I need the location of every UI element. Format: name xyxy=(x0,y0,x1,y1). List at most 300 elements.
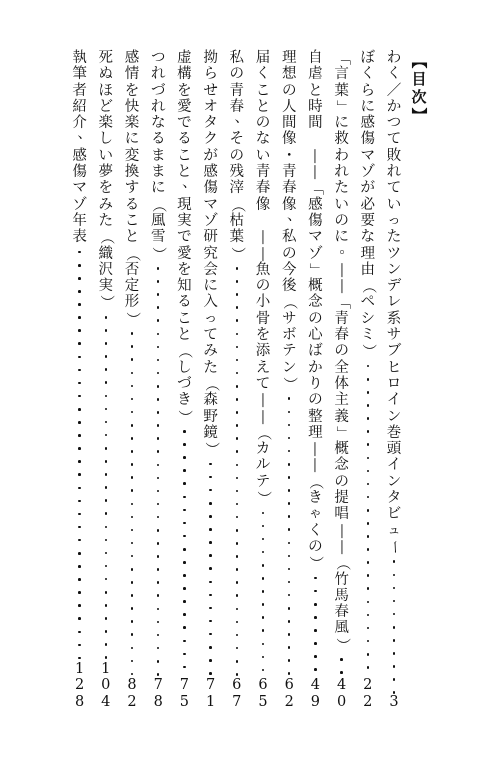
toc-char: 情 xyxy=(124,66,140,83)
leader-dot xyxy=(78,631,81,634)
leader-dot xyxy=(236,516,239,519)
toc-char: 像 xyxy=(281,131,297,148)
toc-char: み xyxy=(203,343,218,360)
leader-dot xyxy=(367,548,370,551)
leader-dot xyxy=(78,434,81,437)
leader-dot xyxy=(157,621,160,624)
leader-dot xyxy=(157,437,160,440)
toc-char: の xyxy=(229,66,245,83)
toc-char: ロ xyxy=(386,375,402,392)
toc-char: 夢 xyxy=(98,164,114,181)
leader-dot xyxy=(288,397,291,400)
toc-char: 死 xyxy=(98,50,114,66)
leader-dot xyxy=(183,535,186,538)
toc-char: づ xyxy=(150,82,166,99)
leader-dot xyxy=(78,395,81,398)
toc-char: わ xyxy=(334,147,349,164)
toc-char: 7 xyxy=(205,677,216,694)
leader-dot xyxy=(157,411,160,414)
toc-char: ま xyxy=(150,164,166,181)
toc-char: （ xyxy=(228,197,245,213)
leader-dot xyxy=(209,594,212,597)
leader-dot xyxy=(78,303,81,306)
leader-dot xyxy=(288,672,291,675)
toc-char: 像 xyxy=(255,196,271,213)
leader-dot xyxy=(183,561,186,564)
toc-entry[interactable] xyxy=(304,50,326,710)
toc-char: マ xyxy=(72,180,87,197)
toc-char: デ xyxy=(386,278,402,295)
toc-char: と xyxy=(255,98,271,115)
toc-char: 8 xyxy=(153,693,163,710)
leader-dot xyxy=(314,603,317,606)
toc-char: 私 xyxy=(281,229,297,246)
toc-char: 虐 xyxy=(308,66,323,83)
leader-dot xyxy=(157,529,160,532)
leader-dot xyxy=(236,372,239,375)
leader-dot xyxy=(157,424,160,427)
leader-dot xyxy=(209,581,212,584)
toc-char: 唱 xyxy=(334,506,349,523)
toc-char: こ xyxy=(255,82,271,99)
toc-char: 形 xyxy=(124,294,140,311)
toc-entry-page-number xyxy=(200,677,222,710)
toc-char: （ xyxy=(202,376,219,392)
leader-dot xyxy=(157,647,160,650)
toc-char: の xyxy=(308,310,323,327)
toc-char: い xyxy=(386,196,402,213)
toc-char: （ xyxy=(359,279,376,294)
leader-dot xyxy=(393,587,396,590)
leader-dot xyxy=(157,359,160,362)
leader-dot xyxy=(78,460,81,463)
toc-entry[interactable] xyxy=(252,50,274,710)
toc-char: っ xyxy=(204,310,218,326)
toc-entry[interactable] xyxy=(69,50,91,710)
toc-char: 年 xyxy=(72,212,87,229)
leader-dot xyxy=(78,382,81,385)
leader-dot xyxy=(209,528,212,531)
toc-char: ／ xyxy=(386,82,402,99)
toc-char: 0 xyxy=(336,693,347,710)
leader-dot xyxy=(288,555,291,558)
toc-char: ュ xyxy=(387,522,401,538)
leader-dot xyxy=(78,591,81,594)
leader-dot xyxy=(157,608,160,611)
toc-char: タ xyxy=(203,115,218,132)
leader-dot xyxy=(131,503,134,506)
toc-char: た xyxy=(203,359,218,376)
leader-dot xyxy=(367,457,370,460)
toc-char: 心 xyxy=(308,327,323,344)
toc-entry-page-number xyxy=(69,661,91,710)
toc-char: ・ xyxy=(281,147,297,164)
leader-dot xyxy=(131,450,134,453)
toc-char: ン xyxy=(386,261,402,278)
leader-dot xyxy=(288,581,291,584)
toc-char: 拗 xyxy=(203,50,218,66)
toc-char: 愛 xyxy=(177,98,192,115)
toc-char: 【 xyxy=(410,53,428,69)
toc-entry[interactable] xyxy=(278,50,300,710)
toc-char: ぬ xyxy=(98,66,114,83)
toc-char: で xyxy=(177,229,192,246)
toc-char: ― xyxy=(333,263,350,278)
toc-char: 傷 xyxy=(308,212,323,229)
toc-char: を xyxy=(177,261,192,278)
toc-char: に xyxy=(124,131,140,148)
leader-dot xyxy=(131,372,134,375)
toc-char: ヒ xyxy=(386,359,402,376)
toc-char: 今 xyxy=(281,261,297,278)
leader-dot xyxy=(236,411,239,414)
toc-entry-title xyxy=(278,50,300,392)
leader-dot xyxy=(183,666,186,669)
leader-dot xyxy=(131,398,134,401)
toc-char: ま xyxy=(150,147,166,164)
toc-char: ゾ xyxy=(72,196,87,213)
leader-dot xyxy=(131,332,134,335)
toc-char: 紹 xyxy=(72,98,87,115)
toc-char: 間 xyxy=(281,115,297,132)
toc-char: 6 xyxy=(284,677,294,694)
toc-char: （ xyxy=(124,246,141,261)
leader-dot xyxy=(288,594,291,597)
leader-dot xyxy=(78,539,81,542)
leader-dot xyxy=(78,500,81,503)
toc-char: 葉 xyxy=(334,82,349,99)
toc-char: い xyxy=(334,196,349,213)
leader-dot xyxy=(236,293,239,296)
toc-char: 春 xyxy=(229,98,245,115)
toc-char: 魚 xyxy=(255,261,271,278)
toc-char: ） xyxy=(359,344,376,359)
leader-dot xyxy=(236,529,239,532)
leader-dot xyxy=(105,486,108,489)
leader-dot xyxy=(393,639,396,642)
leader-dot xyxy=(105,604,108,607)
toc-char: と xyxy=(124,229,140,246)
leader-dot xyxy=(209,672,212,675)
leader-dot xyxy=(288,659,291,662)
leader-dot xyxy=(367,561,370,564)
toc-char: 否 xyxy=(124,261,140,278)
toc-char: ） xyxy=(150,246,167,261)
leader-dot xyxy=(288,437,291,440)
leader-dot xyxy=(262,551,265,554)
leader-dot xyxy=(157,673,160,676)
leader-dot xyxy=(105,565,108,568)
leader-dot xyxy=(367,470,370,473)
toc-char: れ xyxy=(150,98,166,115)
toc-char: 要 xyxy=(360,212,376,229)
leader-dot xyxy=(157,333,160,336)
toc-char: ビ xyxy=(386,506,402,523)
toc-char: き xyxy=(308,490,323,507)
toc-char: 青 xyxy=(334,310,349,327)
toc-char: ） xyxy=(281,376,298,392)
leader-dot xyxy=(236,594,239,597)
leader-dot xyxy=(105,447,108,450)
toc-entry[interactable] xyxy=(147,50,169,710)
toc-char: ） xyxy=(307,556,324,571)
leader-dot xyxy=(183,574,186,577)
toc-char: ― xyxy=(307,458,324,473)
leader-dot xyxy=(78,473,81,476)
toc-char: ら xyxy=(360,82,376,99)
leader-dot xyxy=(131,516,134,519)
leader-dot xyxy=(131,437,134,440)
leader-dot xyxy=(131,411,134,414)
toc-char: 7 xyxy=(179,677,189,694)
leader-dot xyxy=(393,652,396,655)
toc-char: 整 xyxy=(308,408,323,425)
leader-dot xyxy=(183,482,186,485)
leader-dot xyxy=(288,568,291,571)
leader-dot xyxy=(314,655,317,658)
leader-dot xyxy=(393,626,396,629)
leader-dot xyxy=(78,447,81,450)
toc-char: 」 xyxy=(333,425,350,441)
toc-char: ぼ xyxy=(360,50,376,66)
toc-entry-title xyxy=(252,50,274,506)
toc-entry-page-number xyxy=(357,677,379,710)
leader-dot xyxy=(131,489,134,492)
leader-dot xyxy=(78,290,81,293)
toc-char: 0 xyxy=(101,677,111,694)
toc-char: い xyxy=(98,147,114,164)
toc-char: 春 xyxy=(334,604,349,621)
leader-dot xyxy=(262,590,265,593)
toc-char: 定 xyxy=(124,278,140,295)
toc-dot-leader xyxy=(95,311,117,661)
toc-char: 理 xyxy=(281,50,297,66)
toc-char: み xyxy=(98,196,114,213)
toc-char: 6 xyxy=(232,677,242,694)
toc-char: 救 xyxy=(334,131,349,148)
leader-dot xyxy=(105,316,108,319)
toc-char: 筆 xyxy=(72,66,87,83)
leader-dot xyxy=(209,659,212,662)
leader-dot xyxy=(236,385,239,388)
toc-char: （ xyxy=(281,295,298,310)
toc-char: る xyxy=(150,131,166,148)
leader-dot xyxy=(288,463,291,466)
leader-dot xyxy=(157,280,160,283)
toc-char: ） xyxy=(255,490,272,506)
toc-char: ） xyxy=(202,442,219,457)
toc-char: て xyxy=(386,131,402,148)
leader-dot xyxy=(157,293,160,296)
toc-char: 竹 xyxy=(334,571,349,588)
leader-dot xyxy=(209,567,212,570)
toc-char: 目 xyxy=(411,70,427,88)
toc-char: ― xyxy=(307,442,324,457)
toc-char: 、 xyxy=(234,110,250,127)
leader-dot xyxy=(209,607,212,610)
toc-char: 1 xyxy=(101,661,111,678)
toc-entry-title xyxy=(200,50,222,457)
leader-dot xyxy=(105,499,108,502)
toc-char: マ xyxy=(360,147,376,164)
leader-dot xyxy=(209,620,212,623)
toc-char: 巻 xyxy=(386,424,402,441)
toc-char: る xyxy=(177,294,192,311)
toc-char: レ xyxy=(386,294,402,311)
leader-dot xyxy=(236,359,239,362)
toc-char: 沢 xyxy=(98,261,114,278)
toc-char: こ xyxy=(177,310,192,327)
toc-char: に xyxy=(334,229,349,246)
leader-dot xyxy=(183,469,186,472)
leader-dot xyxy=(262,656,265,659)
toc-char: 理 xyxy=(308,424,323,441)
leader-dot xyxy=(314,590,317,593)
leader-dot xyxy=(262,643,265,646)
leader-dot xyxy=(105,656,108,659)
toc-char: 1 xyxy=(74,661,85,678)
toc-char: マ xyxy=(308,229,323,246)
toc-char: ） xyxy=(124,311,141,327)
leader-dot xyxy=(183,456,186,459)
leader-dot xyxy=(157,450,160,453)
toc-entry[interactable] xyxy=(200,50,222,710)
leader-dot xyxy=(157,634,160,637)
toc-char: 小 xyxy=(255,294,271,311)
toc-entry-page-number xyxy=(331,677,353,710)
toc-dot-leader xyxy=(278,392,300,677)
toc-char: 骨 xyxy=(255,310,271,327)
leader-dot xyxy=(262,616,265,619)
toc-dot-leader xyxy=(200,457,222,677)
toc-char: 、 xyxy=(182,175,197,192)
leader-dot xyxy=(288,476,291,479)
leader-dot xyxy=(288,450,291,453)
toc-char: 風 xyxy=(150,212,166,229)
leader-dot xyxy=(262,577,265,580)
leader-dot xyxy=(183,653,186,656)
toc-entry-page-number xyxy=(383,694,405,710)
toc-entry-title xyxy=(226,50,248,262)
leader-dot xyxy=(78,264,81,267)
leader-dot xyxy=(105,473,108,476)
toc-char: 6 xyxy=(258,677,268,694)
leader-dot xyxy=(367,378,370,381)
leader-dot xyxy=(157,568,160,571)
toc-char: ― xyxy=(333,523,350,538)
leader-dot xyxy=(314,616,317,619)
leader-dot xyxy=(367,404,370,407)
toc-char: で xyxy=(177,115,192,132)
toc-char: 念 xyxy=(308,294,323,311)
toc-char: の xyxy=(334,473,349,490)
toc-char: ） xyxy=(228,246,245,261)
toc-entry[interactable] xyxy=(226,50,248,710)
toc-entry[interactable] xyxy=(331,50,353,710)
toc-char: 実 xyxy=(98,278,114,295)
leader-dot xyxy=(78,657,81,660)
toc-char: 青 xyxy=(229,82,245,99)
toc-char: に xyxy=(360,98,376,115)
leader-dot xyxy=(78,513,81,516)
leader-dot xyxy=(367,614,370,617)
leader-dot xyxy=(367,365,370,368)
leader-dot xyxy=(131,633,134,636)
toc-char: な xyxy=(150,115,166,132)
toc-char: 全 xyxy=(334,359,349,376)
leader-dot xyxy=(209,541,212,544)
toc-char: 感 xyxy=(308,196,323,213)
toc-entry-page-number xyxy=(252,677,274,710)
toc-entry[interactable] xyxy=(173,50,195,710)
leader-dot xyxy=(131,542,134,545)
toc-entry-page-number xyxy=(173,677,195,710)
leader-dot xyxy=(236,503,239,506)
leader-dot xyxy=(367,666,370,669)
toc-char: ブ xyxy=(386,343,402,360)
leader-dot xyxy=(340,658,343,661)
leader-dot xyxy=(105,526,108,529)
toc-char: 「 xyxy=(333,295,350,310)
toc-char: （ xyxy=(97,230,114,245)
leader-dot xyxy=(183,626,186,629)
toc-entry-page-number xyxy=(95,661,117,710)
leader-dot xyxy=(288,607,291,610)
toc-entry-title xyxy=(147,50,169,262)
leader-dot xyxy=(131,463,134,466)
toc-char: 楽 xyxy=(98,115,114,132)
toc-char: ば xyxy=(308,343,323,360)
leader-dot xyxy=(236,398,239,401)
toc-char: 時 xyxy=(308,98,323,115)
toc-char: 感 xyxy=(124,50,140,66)
leader-dot xyxy=(367,627,370,630)
toc-char: 滓 xyxy=(229,180,245,197)
leader-dot xyxy=(393,665,396,668)
toc-char: 現 xyxy=(177,196,192,213)
leader-dot xyxy=(131,385,134,388)
toc-char: に xyxy=(334,115,349,132)
leader-dot xyxy=(288,489,291,492)
leader-dot xyxy=(157,464,160,467)
toc-char: こ xyxy=(177,147,192,164)
leader-dot xyxy=(105,355,108,358)
leader-dot xyxy=(236,424,239,427)
toc-char: ） xyxy=(97,295,114,310)
toc-char: 枯 xyxy=(229,212,245,229)
toc-entry[interactable] xyxy=(357,50,379,710)
toc-char: て xyxy=(203,327,218,344)
toc-char: テ xyxy=(255,473,271,490)
toc-char: の xyxy=(281,82,297,99)
leader-dot xyxy=(183,443,186,446)
leader-dot xyxy=(157,477,160,480)
toc-entry[interactable] xyxy=(383,50,405,710)
toc-char: 青 xyxy=(255,164,271,181)
toc-char: 2 xyxy=(284,693,294,710)
toc-char: 7 xyxy=(232,693,242,710)
toc-entry[interactable] xyxy=(95,50,117,710)
toc-char: 換 xyxy=(124,164,140,181)
toc-char: 」 xyxy=(307,262,324,278)
leader-dot xyxy=(157,516,160,519)
leader-dot xyxy=(105,552,108,555)
leader-dot xyxy=(105,408,108,411)
toc-char: と xyxy=(177,164,192,181)
toc-entry[interactable] xyxy=(121,50,143,710)
leader-dot xyxy=(105,630,108,633)
toc-char: 8 xyxy=(127,677,137,694)
